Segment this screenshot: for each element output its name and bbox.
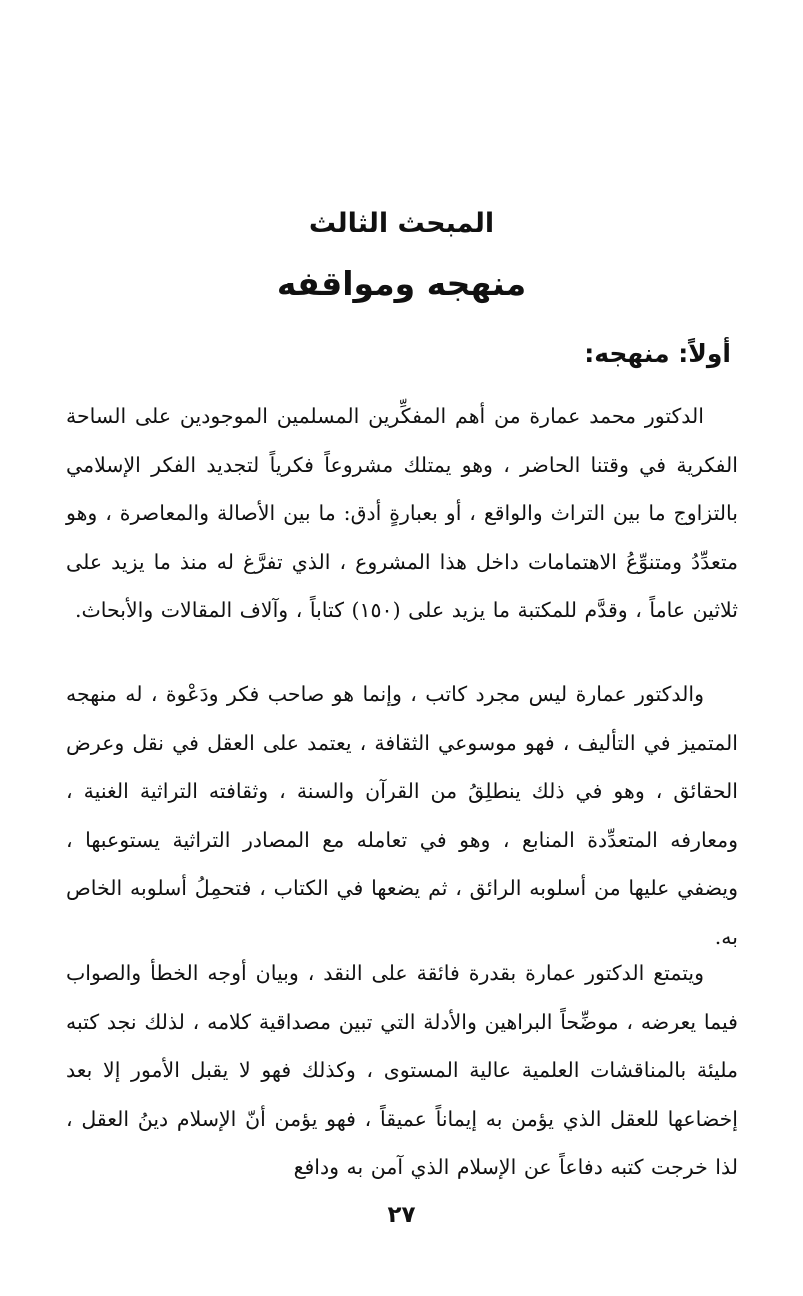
- paragraph-3: [66, 949, 738, 1192]
- section-label: المبحث الثالث: [308, 208, 495, 239]
- paragraph-1-text: الدكتور محمد عمارة من أهم المفكِّرين المسلمين الموجودين على الساحة الفكرية في وقتنا الحاضر ، وهو يمتلك مشروعاً فكرياً لتجديد الفكر الإسلامي بالتزاوج ما بين التراث والواقع ، أو بعبارةٍ أدق: ما بين الأصالة والمعاصرة ، وهو متعدِّدُ ومتنوِّعُ الاهتمامات داخل هذا المشروع ، الذي تفرَّغ له منذ ما يزيد على ثلاثين عاماً ، وقدَّم للمكتبة ما يزيد على (١٥٠) كتاباً ، وآلاف المقالات والأبحاث.: [66, 404, 738, 623]
- subheading: أولاً: منهجه:: [584, 339, 731, 368]
- paragraph-1: [66, 392, 738, 635]
- paragraph-3-text: ويتمتع الدكتور عمارة بقدرة فائقة على النقد ، وبيان أوجه الخطأ والصواب فيما يعرضه ، موضِّحاً البراهين والأدلة التي تبين مصداقية كلامه ، لذلك نجد كتبه مليئة بالمناقشات العلمية عالية المستوى ، وكذلك فهو لا يقبل الأمور إلا بعد إخضاعها للعقل الذي يؤمن به إيماناً عميقاً ، فهو يؤمن أنّ الإسلام دينُ العقل ، لذا خرجت كتبه دفاعاً عن الإسلام الذي آمن به ودافع: [66, 961, 738, 1180]
- page-number: ٢٧: [387, 1202, 416, 1228]
- paragraph-2-text: والدكتور عمارة ليس مجرد كاتب ، وإنما هو صاحب فكر ودَعْوة ، له منهجه المتميز في التأليف ، فهو موسوعي الثقافة ، يعتمد على العقل في نقل وعرض الحقائق ، وهو في ذلك ينطلِقُ من القرآن والسنة ، وثقافته التراثية الغنية ، ومعارفه المتعدِّدة المنابع ، وهو في تعامله مع المصادر التراثية يستوعبها ، ويضفي عليها من أسلوبه الرائق ، ثم يضعها في الكتاب ، فتحمِلُ أسلوبه الخاص به.: [66, 682, 738, 949]
- paragraph-2: [66, 670, 738, 962]
- section-title: منهجه ومواقفه: [276, 264, 527, 303]
